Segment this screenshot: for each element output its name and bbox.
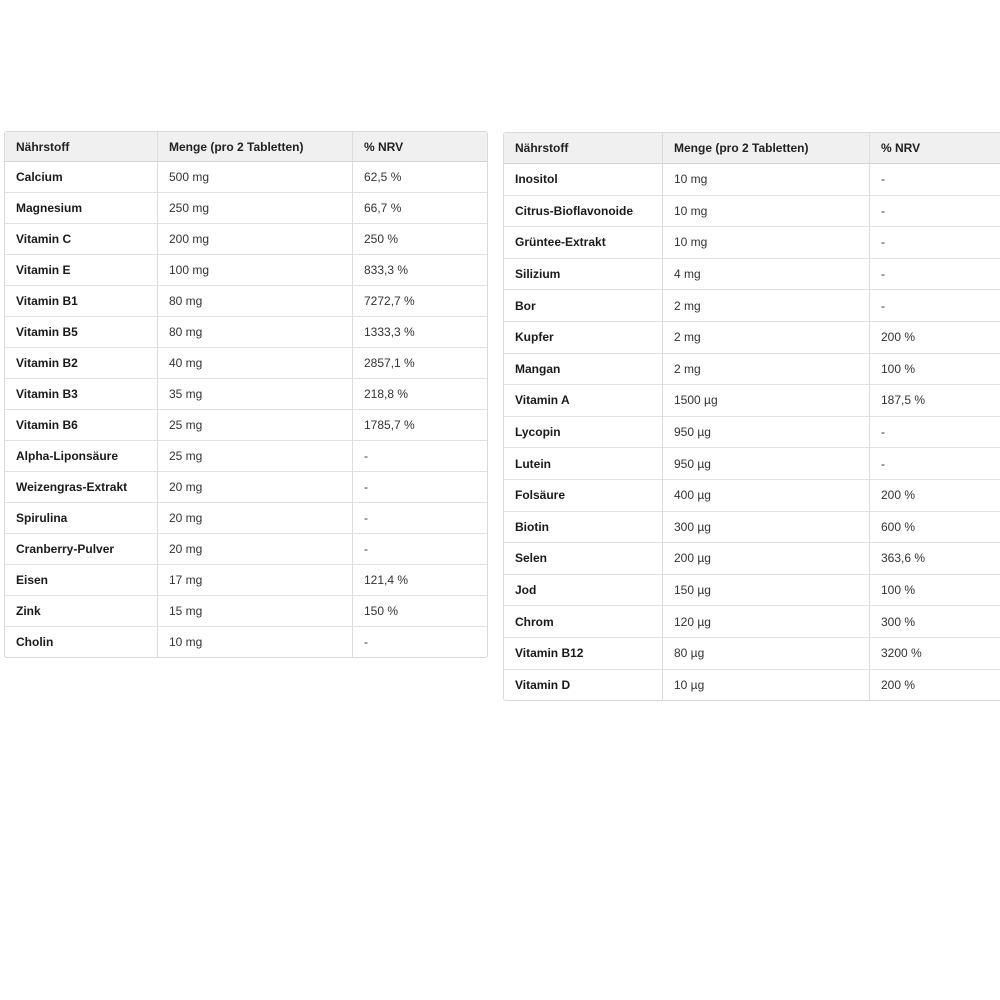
nutrient-name-cell: Inositol xyxy=(504,164,663,196)
table-row xyxy=(5,503,487,534)
table-row xyxy=(5,410,487,441)
nutrient-name-cell: Vitamin B6 xyxy=(5,410,158,441)
nutrient-table-left xyxy=(4,131,488,658)
table-row xyxy=(5,224,487,255)
table-row xyxy=(504,638,1000,670)
table-header xyxy=(5,132,487,162)
table-row xyxy=(504,417,1000,449)
table-row xyxy=(5,379,487,410)
table-header xyxy=(504,133,1000,164)
nutrient-name-cell: Eisen xyxy=(5,565,158,596)
nrv-cell: 3200 % xyxy=(870,638,1000,670)
amount-cell: 10 mg xyxy=(663,227,870,259)
nrv-cell: - xyxy=(870,417,1000,449)
amount-cell: 4 mg xyxy=(663,259,870,291)
nutrient-name-cell: Vitamin A xyxy=(504,385,663,417)
nrv-cell: 187,5 % xyxy=(870,385,1000,417)
nrv-cell: - xyxy=(353,472,487,503)
nrv-cell: 1333,3 % xyxy=(353,317,487,348)
table-row xyxy=(5,286,487,317)
nrv-cell: - xyxy=(870,164,1000,196)
nutrient-name-cell: Selen xyxy=(504,543,663,575)
table-row xyxy=(504,448,1000,480)
nrv-cell: 7272,7 % xyxy=(353,286,487,317)
column-header-nutrient: Nährstoff xyxy=(504,133,663,164)
amount-cell: 300 µg xyxy=(663,512,870,544)
amount-cell: 10 mg xyxy=(158,627,353,657)
nutrient-name-cell: Alpha-Liponsäure xyxy=(5,441,158,472)
nrv-cell: 100 % xyxy=(870,354,1000,386)
nutrient-name-cell: Spirulina xyxy=(5,503,158,534)
nrv-cell: 300 % xyxy=(870,606,1000,638)
table-row xyxy=(504,480,1000,512)
table-row xyxy=(504,354,1000,386)
table-row xyxy=(504,606,1000,638)
nrv-cell: 2857,1 % xyxy=(353,348,487,379)
nrv-cell: 250 % xyxy=(353,224,487,255)
table-row xyxy=(5,472,487,503)
nrv-cell: 200 % xyxy=(881,677,916,692)
nrv-cell: - xyxy=(353,503,487,534)
header-row xyxy=(5,132,487,162)
amount-cell: 80 µg xyxy=(663,638,870,670)
amount-cell: 20 mg xyxy=(158,503,353,534)
amount-cell: 17 mg xyxy=(158,565,353,596)
amount-cell: 2 mg xyxy=(663,290,870,322)
table-row xyxy=(5,317,487,348)
amount-cell: 2 mg xyxy=(663,354,870,386)
nrv-cell: - xyxy=(364,635,368,649)
table-row xyxy=(504,164,1000,196)
nrv-cell: 66,7 % xyxy=(353,193,487,224)
nrv-cell: 363,6 % xyxy=(870,543,1000,575)
amount-cell: 80 mg xyxy=(158,317,353,348)
nutrient-name-cell: Grüntee-Extrakt xyxy=(504,227,663,259)
amount-cell: 500 mg xyxy=(158,162,353,193)
amount-cell: 10 mg xyxy=(663,196,870,228)
table-row xyxy=(5,441,487,472)
nutrient-name-cell: Vitamin B1 xyxy=(5,286,158,317)
nutrient-name-cell: Kupfer xyxy=(504,322,663,354)
nutrient-name-cell: Vitamin B2 xyxy=(5,348,158,379)
column-header-nrv: % NRV xyxy=(353,132,487,162)
amount-cell: 100 mg xyxy=(158,255,353,286)
nutrient-name-cell: Citrus-Bioflavonoide xyxy=(504,196,663,228)
nrv-cell: - xyxy=(870,227,1000,259)
nrv-cell: 62,5 % xyxy=(353,162,487,193)
nutrient-name-cell: Silizium xyxy=(504,259,663,291)
column-header-amount: Menge (pro 2 Tabletten) xyxy=(663,133,870,164)
table-row xyxy=(504,543,1000,575)
amount-cell: 10 µg xyxy=(663,670,870,701)
amount-cell: 80 mg xyxy=(158,286,353,317)
amount-cell: 35 mg xyxy=(158,379,353,410)
amount-cell: 950 µg xyxy=(663,448,870,480)
amount-cell: 25 mg xyxy=(158,410,353,441)
nutrient-name-cell: Mangan xyxy=(504,354,663,386)
amount-cell: 400 µg xyxy=(663,480,870,512)
nutrient-name-cell: Biotin xyxy=(504,512,663,544)
table-row xyxy=(5,193,487,224)
amount-cell: 10 mg xyxy=(663,164,870,196)
amount-cell: 200 mg xyxy=(158,224,353,255)
nutrient-name-cell: Zink xyxy=(5,596,158,627)
nrv-cell: - xyxy=(353,534,487,565)
nrv-cell: - xyxy=(870,290,1000,322)
amount-cell: 150 µg xyxy=(663,575,870,607)
nutrient-name-cell: Vitamin D xyxy=(504,670,663,701)
nrv-cell: 833,3 % xyxy=(353,255,487,286)
amount-cell: 20 mg xyxy=(158,472,353,503)
amount-cell: 250 mg xyxy=(158,193,353,224)
table-row xyxy=(504,196,1000,228)
nrv-cell: 200 % xyxy=(870,480,1000,512)
amount-cell: 120 µg xyxy=(663,606,870,638)
amount-cell: 20 mg xyxy=(158,534,353,565)
table-row xyxy=(5,565,487,596)
table-row xyxy=(5,348,487,379)
nutrient-name-cell: Cholin xyxy=(5,627,158,657)
nutrient-name-cell: Bor xyxy=(504,290,663,322)
nutrient-name-cell: Vitamin B5 xyxy=(5,317,158,348)
nutrient-name-cell: Vitamin B3 xyxy=(5,379,158,410)
header-row xyxy=(504,133,1000,164)
nrv-cell: - xyxy=(870,196,1000,228)
nutrient-name-cell: Lycopin xyxy=(504,417,663,449)
nrv-cell: - xyxy=(870,448,1000,480)
table-row xyxy=(5,627,487,657)
amount-cell: 200 µg xyxy=(663,543,870,575)
nutrient-name-cell: Weizengras-Extrakt xyxy=(5,472,158,503)
column-header-amount: Menge (pro 2 Tabletten) xyxy=(158,132,353,162)
amount-cell: 1500 µg xyxy=(663,385,870,417)
table-row xyxy=(504,290,1000,322)
nrv-cell: 1785,7 % xyxy=(353,410,487,441)
table-row xyxy=(504,512,1000,544)
table-row xyxy=(504,322,1000,354)
table-row xyxy=(504,227,1000,259)
table-row xyxy=(504,575,1000,607)
table-row xyxy=(504,385,1000,417)
table-row xyxy=(5,255,487,286)
table-row xyxy=(5,596,487,627)
table-row xyxy=(5,162,487,193)
amount-cell: 950 µg xyxy=(663,417,870,449)
amount-cell: 40 mg xyxy=(158,348,353,379)
table-body xyxy=(5,162,487,657)
nutrient-name-cell: Cranberry-Pulver xyxy=(5,534,158,565)
column-header-nrv: % NRV xyxy=(870,133,1000,164)
amount-cell: 15 mg xyxy=(158,596,353,627)
nutrient-name-cell: Vitamin B12 xyxy=(504,638,663,670)
nrv-cell: 150 % xyxy=(353,596,487,627)
nutrient-name-cell: Chrom xyxy=(504,606,663,638)
table-row xyxy=(504,670,1000,701)
nrv-cell: 600 % xyxy=(870,512,1000,544)
column-header-nutrient: Nährstoff xyxy=(5,132,158,162)
nutrient-name-cell: Calcium xyxy=(5,162,158,193)
nrv-cell: 100 % xyxy=(870,575,1000,607)
nrv-cell: - xyxy=(870,259,1000,291)
table-body xyxy=(504,164,1000,700)
nutrient-name-cell: Vitamin E xyxy=(5,255,158,286)
nutrient-name-cell: Lutein xyxy=(504,448,663,480)
nutrient-name-cell: Magnesium xyxy=(5,193,158,224)
table-row xyxy=(504,259,1000,291)
amount-cell: 2 mg xyxy=(663,322,870,354)
amount-cell: 25 mg xyxy=(158,441,353,472)
nrv-cell: 218,8 % xyxy=(353,379,487,410)
nutrient-table-right xyxy=(503,132,1000,701)
nrv-cell: 121,4 % xyxy=(353,565,487,596)
nutrient-name-cell: Folsäure xyxy=(504,480,663,512)
table-row xyxy=(5,534,487,565)
nrv-cell: - xyxy=(353,441,487,472)
nrv-cell: 200 % xyxy=(870,322,1000,354)
nutrient-name-cell: Vitamin C xyxy=(5,224,158,255)
nutrient-name-cell: Jod xyxy=(504,575,663,607)
